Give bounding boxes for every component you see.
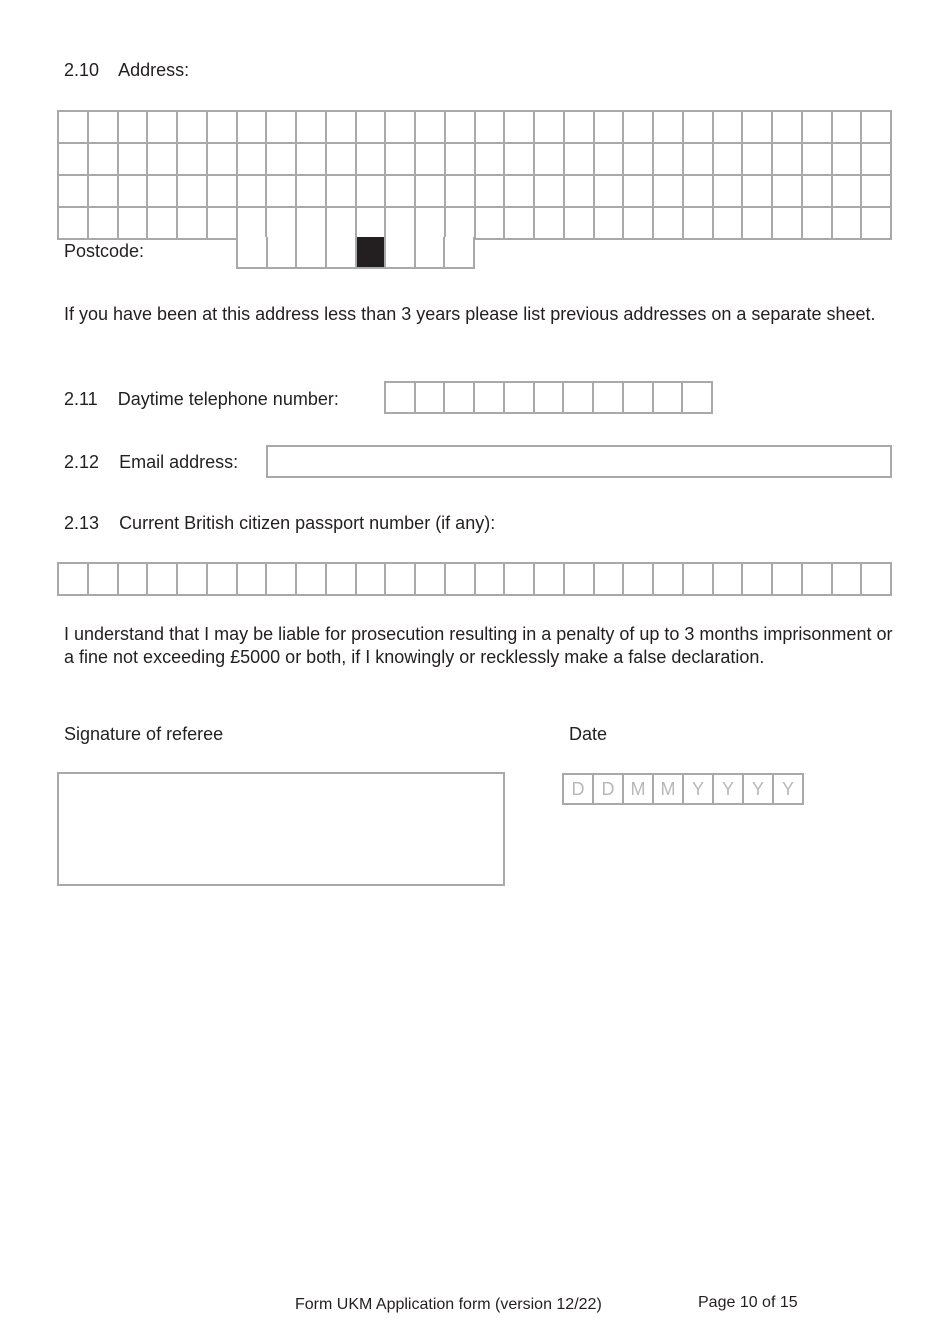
- address-char-box[interactable]: [565, 144, 595, 176]
- address-char-box[interactable]: [208, 112, 238, 144]
- telephone-char-box[interactable]: [683, 383, 713, 414]
- address-char-box[interactable]: [327, 112, 357, 144]
- address-char-box[interactable]: [386, 144, 416, 176]
- address-char-box[interactable]: [327, 176, 357, 208]
- address-char-box[interactable]: [803, 176, 833, 208]
- address-char-box[interactable]: [416, 112, 446, 144]
- address-char-box[interactable]: [743, 208, 773, 240]
- passport-char-box[interactable]: [595, 564, 625, 596]
- address-char-box[interactable]: [624, 208, 654, 240]
- address-char-box[interactable]: [833, 176, 863, 208]
- postcode-char-box[interactable]: [238, 237, 268, 269]
- address-char-box[interactable]: [773, 112, 803, 144]
- address-char-box[interactable]: [743, 112, 773, 144]
- passport-char-box[interactable]: [833, 564, 863, 596]
- passport-char-box[interactable]: [565, 564, 595, 596]
- address-char-box[interactable]: [327, 144, 357, 176]
- address-char-box[interactable]: [714, 176, 744, 208]
- address-char-box[interactable]: [208, 144, 238, 176]
- address-char-box[interactable]: [654, 176, 684, 208]
- address-char-box[interactable]: [803, 208, 833, 240]
- address-char-box[interactable]: [684, 208, 714, 240]
- email-input-box[interactable]: [266, 445, 892, 478]
- address-char-box[interactable]: [833, 208, 863, 240]
- address-char-box[interactable]: [535, 144, 565, 176]
- section-2-12-heading: [64, 451, 238, 473]
- passport-char-box[interactable]: [803, 564, 833, 596]
- passport-char-box[interactable]: [119, 564, 149, 596]
- address-char-box[interactable]: [595, 112, 625, 144]
- address-char-box[interactable]: [119, 176, 149, 208]
- passport-char-box[interactable]: [862, 564, 892, 596]
- date-input-grid[interactable]: [562, 773, 804, 805]
- passport-char-box[interactable]: [505, 564, 535, 596]
- address-char-box[interactable]: [208, 176, 238, 208]
- passport-char-box[interactable]: [416, 564, 446, 596]
- address-char-box[interactable]: [178, 176, 208, 208]
- passport-char-box[interactable]: [773, 564, 803, 596]
- address-char-box[interactable]: [535, 176, 565, 208]
- address-char-box[interactable]: [862, 144, 892, 176]
- passport-char-box[interactable]: [208, 564, 238, 596]
- date-char-box[interactable]: Y: [744, 775, 774, 805]
- telephone-char-box[interactable]: [416, 383, 446, 414]
- declaration-text: I understand that I may be liable for prosecution resulting in a penalty of up to 3 months imprisonment or a fine not exceeding £5000 or both, if I knowingly or recklessly make a false declaration.: [64, 624, 893, 667]
- address-char-box[interactable]: [357, 208, 387, 240]
- footer-page-number: Page 10 of 15: [698, 1294, 798, 1311]
- address-char-box[interactable]: [357, 176, 387, 208]
- telephone-char-box[interactable]: [386, 383, 416, 414]
- address-char-box[interactable]: [833, 144, 863, 176]
- address-char-box[interactable]: [565, 176, 595, 208]
- address-char-box[interactable]: [446, 112, 476, 144]
- address-char-box[interactable]: [416, 208, 446, 240]
- address-char-box[interactable]: [505, 208, 535, 240]
- address-char-box[interactable]: [119, 112, 149, 144]
- address-char-box[interactable]: [654, 144, 684, 176]
- address-char-box[interactable]: [386, 112, 416, 144]
- address-char-box[interactable]: [267, 176, 297, 208]
- passport-char-box[interactable]: [535, 564, 565, 596]
- telephone-char-box[interactable]: [594, 383, 624, 414]
- email-label: Email address:: [119, 452, 239, 472]
- address-char-box[interactable]: [773, 144, 803, 176]
- address-char-box[interactable]: [59, 112, 89, 144]
- passport-char-box[interactable]: [89, 564, 119, 596]
- address-char-box[interactable]: [386, 176, 416, 208]
- address-char-box[interactable]: [178, 144, 208, 176]
- address-char-box[interactable]: [476, 208, 506, 240]
- passport-label: Current British citizen passport number (if any):: [119, 513, 496, 533]
- date-char-box[interactable]: M: [624, 775, 654, 805]
- address-char-box[interactable]: [535, 112, 565, 144]
- address-label: Address:: [118, 60, 190, 80]
- address-char-box[interactable]: [327, 208, 357, 240]
- telephone-char-box[interactable]: [475, 383, 505, 414]
- address-char-box[interactable]: [803, 112, 833, 144]
- date-label: Date: [569, 724, 608, 744]
- passport-char-box[interactable]: [178, 564, 208, 596]
- passport-char-box[interactable]: [476, 564, 506, 596]
- address-char-box[interactable]: [476, 112, 506, 144]
- address-char-box[interactable]: [535, 208, 565, 240]
- passport-char-box[interactable]: [148, 564, 178, 596]
- postcode-char-box[interactable]: [297, 237, 327, 269]
- address-char-box[interactable]: [178, 208, 208, 240]
- passport-char-box[interactable]: [386, 564, 416, 596]
- address-char-box[interactable]: [773, 176, 803, 208]
- passport-char-box[interactable]: [684, 564, 714, 596]
- address-char-box[interactable]: [505, 112, 535, 144]
- telephone-char-box[interactable]: [535, 383, 565, 414]
- address-char-box[interactable]: [565, 112, 595, 144]
- telephone-char-box[interactable]: [445, 383, 475, 414]
- address-char-box[interactable]: [297, 112, 327, 144]
- address-char-box[interactable]: [238, 176, 268, 208]
- address-char-box[interactable]: [446, 208, 476, 240]
- address-char-box[interactable]: [624, 144, 654, 176]
- passport-char-box[interactable]: [59, 564, 89, 596]
- address-char-box[interactable]: [595, 208, 625, 240]
- address-char-box[interactable]: [684, 112, 714, 144]
- postcode-char-box[interactable]: [327, 237, 357, 269]
- telephone-char-box[interactable]: [624, 383, 654, 414]
- address-char-box[interactable]: [624, 112, 654, 144]
- address-char-box[interactable]: [684, 144, 714, 176]
- postcode-char-box[interactable]: [445, 237, 475, 269]
- address-char-box[interactable]: [148, 112, 178, 144]
- section-number: 2.10: [64, 60, 100, 80]
- footer-form-name: Form UKM Application form (version 12/22): [295, 1296, 602, 1313]
- address-char-box[interactable]: [238, 112, 268, 144]
- passport-char-box[interactable]: [357, 564, 387, 596]
- postcode-char-box[interactable]: [357, 237, 387, 269]
- address-char-box[interactable]: [743, 144, 773, 176]
- address-char-box[interactable]: [803, 144, 833, 176]
- address-char-box[interactable]: [595, 144, 625, 176]
- address-char-box[interactable]: [238, 144, 268, 176]
- section-number: 2.12: [64, 452, 100, 472]
- address-char-box[interactable]: [89, 176, 119, 208]
- address-char-box[interactable]: [297, 208, 327, 240]
- address-char-box[interactable]: [148, 208, 178, 240]
- passport-char-box[interactable]: [297, 564, 327, 596]
- address-char-box[interactable]: [178, 112, 208, 144]
- date-char-box[interactable]: D: [594, 775, 624, 805]
- previous-address-note: If you have been at this address less than 3 years please list previous addresses on a separate sheet.: [64, 304, 876, 324]
- telephone-char-box[interactable]: [654, 383, 684, 414]
- section-2-10-heading: [64, 59, 189, 81]
- passport-input-grid[interactable]: [57, 562, 892, 596]
- address-char-box[interactable]: [862, 176, 892, 208]
- address-char-box[interactable]: [505, 176, 535, 208]
- address-char-box[interactable]: [59, 144, 89, 176]
- passport-char-box[interactable]: [714, 564, 744, 596]
- section-2-11-heading: [64, 388, 339, 410]
- date-char-box[interactable]: M: [654, 775, 684, 805]
- address-char-box[interactable]: [833, 112, 863, 144]
- address-char-box[interactable]: [59, 208, 89, 240]
- address-char-box[interactable]: [119, 208, 149, 240]
- address-char-box[interactable]: [446, 144, 476, 176]
- date-char-box[interactable]: Y: [714, 775, 744, 805]
- address-char-box[interactable]: [714, 112, 744, 144]
- address-char-box[interactable]: [565, 208, 595, 240]
- section-number: 2.13: [64, 513, 100, 533]
- postcode-char-box[interactable]: [268, 237, 298, 269]
- address-char-box[interactable]: [208, 208, 238, 240]
- date-char-box[interactable]: Y: [684, 775, 714, 805]
- address-char-box[interactable]: [267, 208, 297, 240]
- address-char-box[interactable]: [148, 144, 178, 176]
- address-char-box[interactable]: [595, 176, 625, 208]
- address-char-box[interactable]: [148, 176, 178, 208]
- address-char-box[interactable]: [476, 144, 506, 176]
- address-char-box[interactable]: [684, 176, 714, 208]
- date-char-box[interactable]: Y: [774, 775, 804, 805]
- passport-char-box[interactable]: [238, 564, 268, 596]
- passport-char-box[interactable]: [327, 564, 357, 596]
- postcode-input-grid[interactable]: [236, 237, 475, 269]
- telephone-input-grid[interactable]: [384, 381, 713, 414]
- address-char-box[interactable]: [59, 176, 89, 208]
- address-char-box[interactable]: [357, 112, 387, 144]
- passport-char-box[interactable]: [743, 564, 773, 596]
- postcode-char-box[interactable]: [386, 237, 416, 269]
- address-char-box[interactable]: [267, 144, 297, 176]
- address-char-box[interactable]: [238, 208, 268, 240]
- telephone-label: Daytime telephone number:: [117, 389, 339, 409]
- passport-char-box[interactable]: [267, 564, 297, 596]
- passport-char-box[interactable]: [446, 564, 476, 596]
- address-input-grid[interactable]: [57, 110, 892, 240]
- passport-char-box[interactable]: [624, 564, 654, 596]
- address-char-box[interactable]: [357, 144, 387, 176]
- date-char-box[interactable]: D: [564, 775, 594, 805]
- address-char-box[interactable]: [862, 112, 892, 144]
- address-char-box[interactable]: [416, 144, 446, 176]
- section-2-13-heading: [64, 512, 495, 534]
- telephone-char-box[interactable]: [564, 383, 594, 414]
- address-char-box[interactable]: [89, 112, 119, 144]
- address-char-box[interactable]: [119, 144, 149, 176]
- address-char-box[interactable]: [654, 208, 684, 240]
- address-char-box[interactable]: [476, 176, 506, 208]
- passport-char-box[interactable]: [654, 564, 684, 596]
- signature-label: Signature of referee: [64, 724, 224, 744]
- telephone-char-box[interactable]: [505, 383, 535, 414]
- address-char-box[interactable]: [714, 208, 744, 240]
- address-char-box[interactable]: [89, 144, 119, 176]
- address-char-box[interactable]: [862, 208, 892, 240]
- section-number: 2.11: [64, 389, 98, 409]
- address-char-box[interactable]: [773, 208, 803, 240]
- address-char-box[interactable]: [743, 176, 773, 208]
- address-char-box[interactable]: [624, 176, 654, 208]
- address-char-box[interactable]: [416, 176, 446, 208]
- address-char-box[interactable]: [446, 176, 476, 208]
- signature-box[interactable]: [57, 772, 505, 886]
- address-char-box[interactable]: [297, 144, 327, 176]
- address-char-box[interactable]: [654, 112, 684, 144]
- postcode-label: Postcode:: [64, 241, 145, 261]
- address-char-box[interactable]: [297, 176, 327, 208]
- address-char-box[interactable]: [505, 144, 535, 176]
- address-char-box[interactable]: [89, 208, 119, 240]
- address-char-box[interactable]: [386, 208, 416, 240]
- address-char-box[interactable]: [714, 144, 744, 176]
- address-char-box[interactable]: [267, 112, 297, 144]
- postcode-char-box[interactable]: [416, 237, 446, 269]
